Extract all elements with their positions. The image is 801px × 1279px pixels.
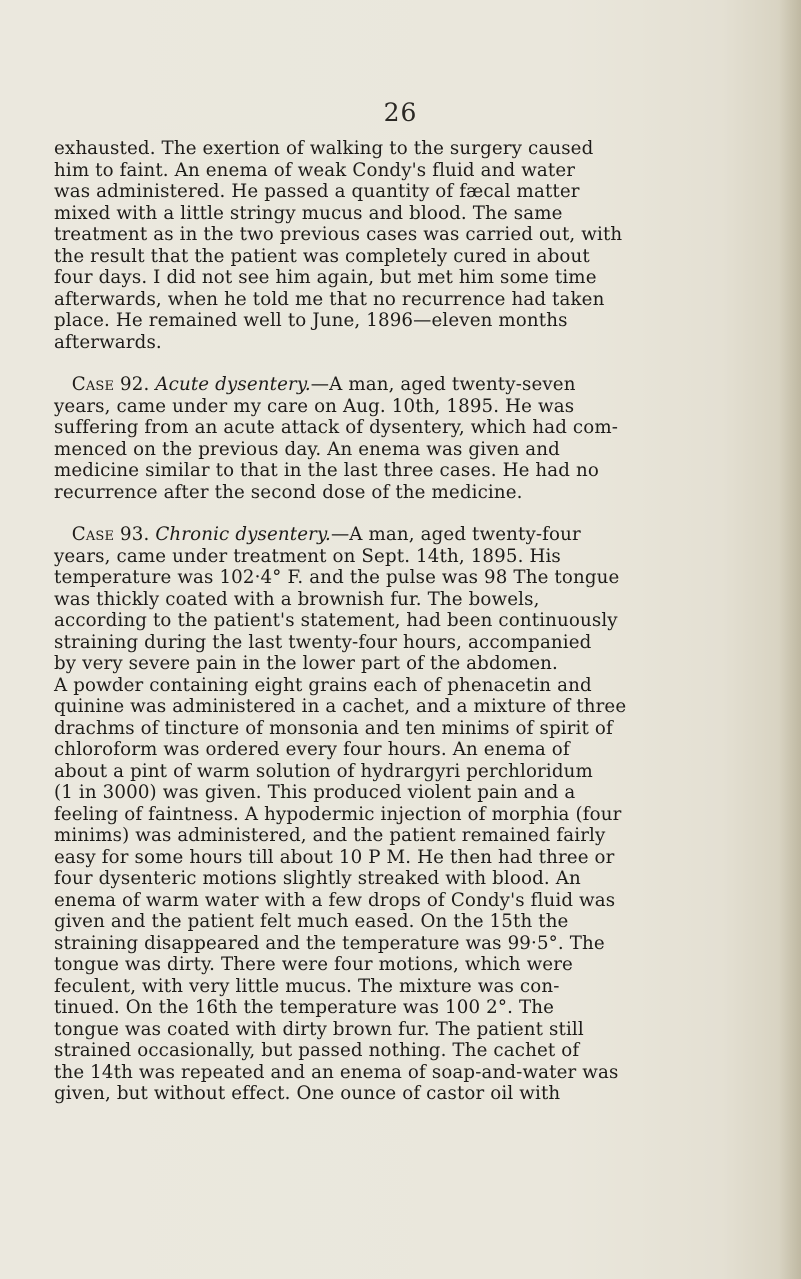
text-line: afterwards, when he told me that no recurrence had taken: [54, 288, 605, 310]
text-line: feculent, with very little mucus. The mixture was con-: [54, 975, 560, 997]
text-line: about a pint of warm solution of hydrargyri perchloridum: [54, 760, 593, 782]
case-92-paragraph: [54, 374, 782, 503]
text-line: according to the patient's statement, had been continuously: [54, 610, 618, 631]
body-text: [54, 138, 782, 1105]
text-line: tongue was dirty. There were four motions, which were: [54, 954, 573, 975]
text-line: treatment as in the two previous cases was carried out, with: [54, 224, 623, 245]
text-line: tinued. On the 16th the temperature was 100 2°. The: [54, 997, 555, 1018]
text-line: drachms of tincture of monsonia and ten minims of spirit of: [54, 717, 613, 739]
text-line: given and the patient felt much eased. On the 15th the: [54, 911, 569, 932]
page-edge-shadow: [779, 0, 801, 1279]
text-line: chloroform was ordered every four hours. An enema of: [54, 739, 570, 760]
text-line: four dysenteric motions slightly streaked with blood. An: [54, 868, 581, 889]
text-line: by very severe pain in the lower part of the abdomen.: [54, 653, 558, 674]
text-line: the result that the patient was completely cured in about: [54, 245, 590, 267]
paragraph-1: [54, 138, 782, 353]
case-heading-line: [54, 374, 782, 396]
text-line: menced on the previous day. An enema was given and: [54, 438, 560, 460]
text-line: four days. I did not see him again, but met him some time: [54, 267, 597, 288]
text-line: tongue was coated with dirty brown fur. The patient still: [54, 1018, 584, 1040]
text-line: was thickly coated with a brownish fur. The bowels,: [54, 588, 540, 610]
case-title: Acute dysentery.: [155, 374, 311, 395]
text-line: given, but without effect. One ounce of castor oil with: [54, 1083, 561, 1104]
text-line: enema of warm water with a few drops of Condy's fluid was: [54, 889, 616, 911]
text-line: suffering from an acute attack of dysentery, which had com-: [54, 417, 619, 438]
page-number: 26: [383, 98, 418, 127]
text-line: quinine was administered in a cachet, and a mixture of three: [54, 696, 627, 717]
text-line: (1 in 3000) was given. This produced violent pain and a: [54, 782, 576, 803]
text-line: him to faint. An enema of weak Condy's fluid and water: [54, 159, 576, 181]
text-line: minims) was administered, and the patient remained fairly: [54, 825, 606, 846]
text-line: feeling of faintness. A hypodermic injection of morphia (four: [54, 803, 622, 825]
text-line: place. He remained well to June, 1896—eleven months: [54, 310, 568, 331]
text-line: years, came under treatment on Sept. 14th, 1895. His: [54, 545, 561, 567]
text-line: temperature was 102·4° F. and the pulse was 98 The tongue: [54, 567, 620, 588]
case-heading-rest: —A man, aged twenty-four: [330, 524, 581, 545]
text-line: straining during the last twenty-four hours, accompanied: [54, 631, 592, 653]
text-line: years, came under my care on Aug. 10th, 1895. He was: [54, 395, 575, 417]
case-label: Case 93.: [71, 524, 150, 545]
case-heading-rest: —A man, aged twenty-seven: [310, 374, 576, 395]
text-line: medicine similar to that in the last three cases. He had no: [54, 460, 599, 481]
case-title: Chronic dysentery.: [155, 524, 331, 545]
case-label: Case 92.: [71, 374, 150, 395]
text-line: easy for some hours till about 10 P M. He then had three or: [54, 846, 615, 868]
text-line: the 14th was repeated and an enema of soap-and-water was: [54, 1061, 619, 1083]
text-line: was administered. He passed a quantity of fæcal matter: [54, 181, 580, 202]
text-line: strained occasionally, but passed nothing. The cachet of: [54, 1040, 580, 1061]
text-line: exhausted. The exertion of walking to the surgery caused: [54, 138, 594, 159]
text-line: recurrence after the second dose of the medicine.: [54, 481, 523, 503]
text-line: afterwards.: [54, 331, 162, 353]
case-heading-line: [54, 524, 782, 546]
case-93-paragraph: [54, 524, 782, 1105]
text-line: mixed with a little stringy mucus and blood. The same: [54, 202, 563, 224]
text-line: straining disappeared and the temperature was 99·5°. The: [54, 932, 605, 954]
text-line: A powder containing eight grains each of phenacetin and: [54, 674, 592, 696]
